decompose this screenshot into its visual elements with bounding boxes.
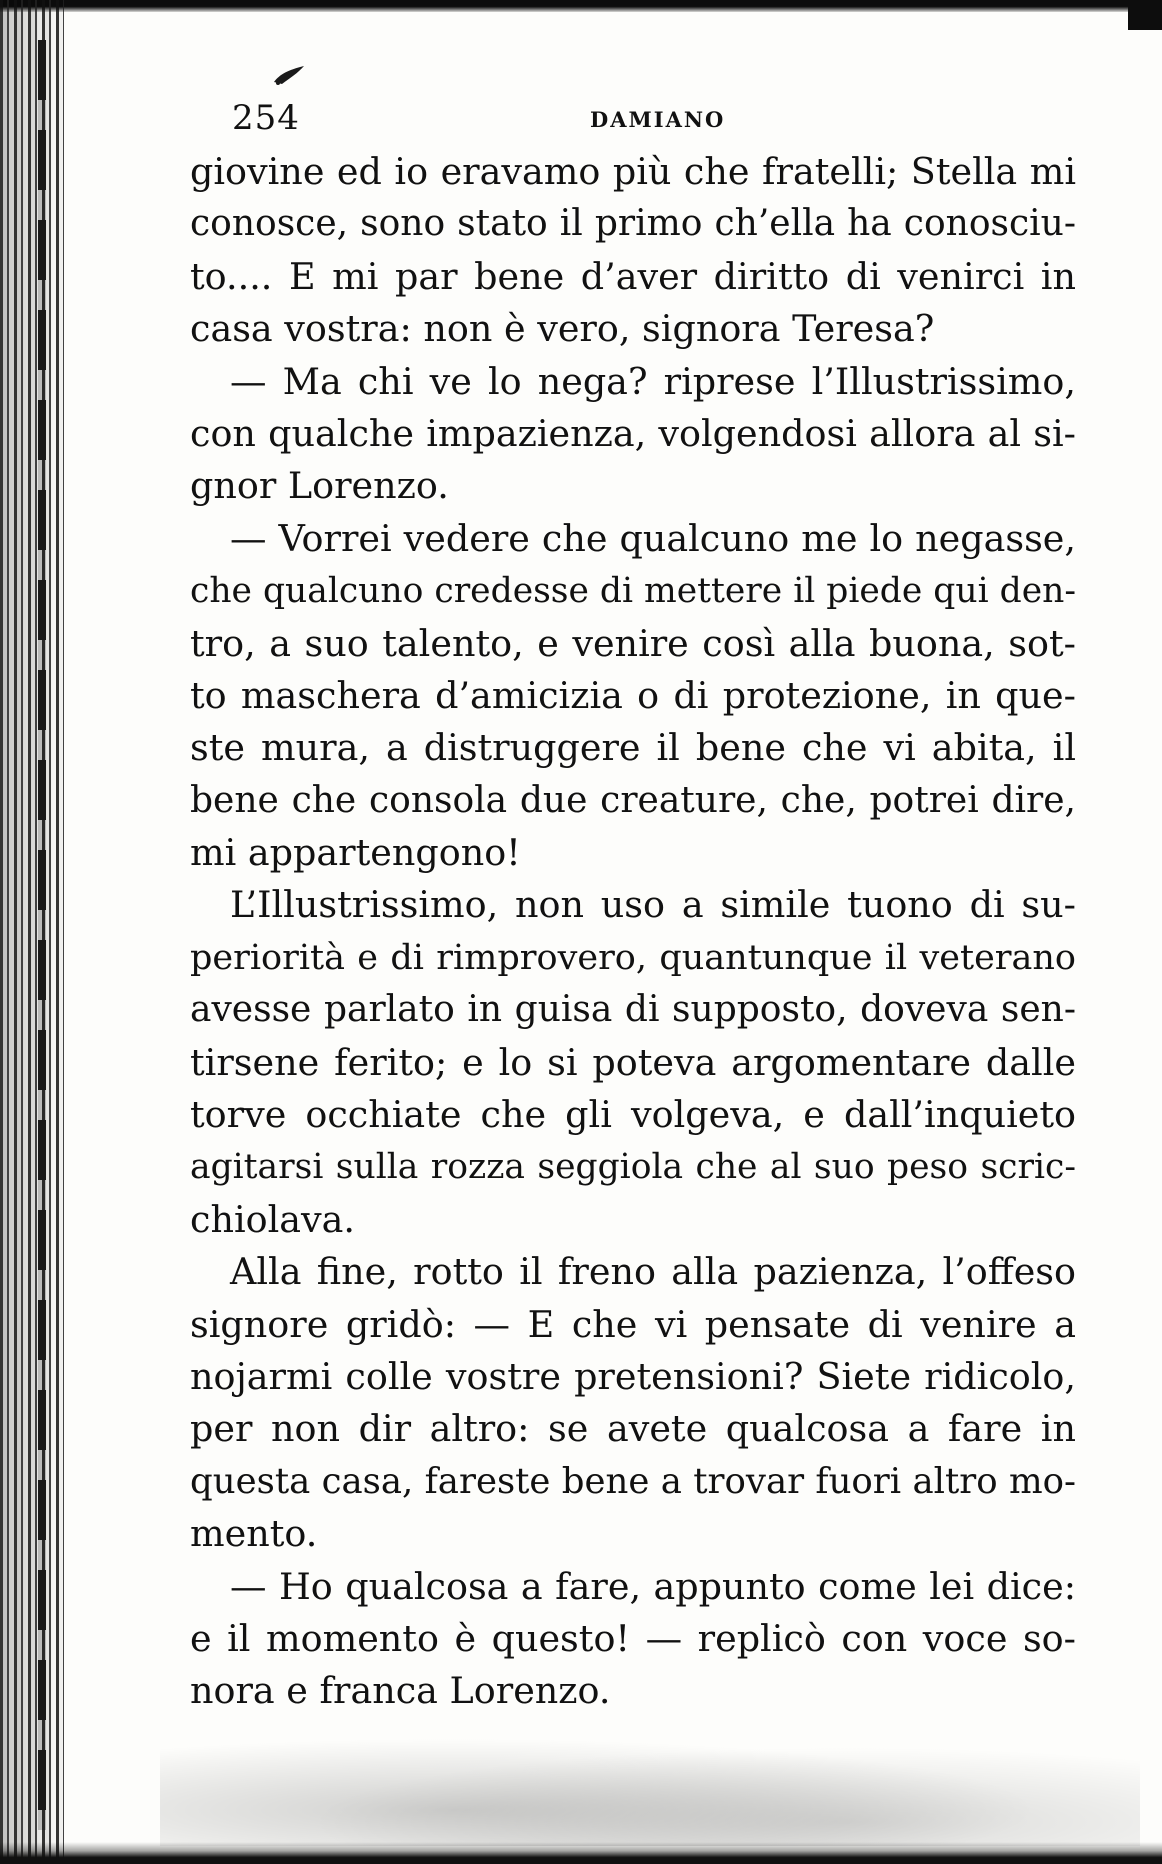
text-line: — Vorrei vedere che qualcuno me lo negasse, bbox=[230, 516, 1076, 560]
body-text bbox=[190, 146, 1076, 1718]
text-line: signore gridò: — E che vi pensate di venire a bbox=[190, 1302, 1076, 1346]
page-number: 254 bbox=[232, 98, 300, 138]
paper-stain bbox=[160, 1726, 1140, 1846]
text-line: mi appartengono! bbox=[190, 831, 521, 875]
text-line: casa vostra: non è vero, signora Teresa? bbox=[190, 307, 935, 351]
text-line: ste mura, a distruggere il bene che vi abita, il bbox=[190, 726, 1076, 770]
ink-blot-icon bbox=[272, 64, 306, 86]
scan-border-top bbox=[0, 0, 1162, 12]
text-line: gnor Lorenzo. bbox=[190, 464, 449, 508]
text-line: nora e franca Lorenzo. bbox=[190, 1669, 611, 1713]
text-line: — Ma chi ve lo nega? riprese l’Illustrissimo, bbox=[230, 359, 1076, 403]
text-line: che qualcuno credesse di mettere il piede qui den- bbox=[190, 571, 1076, 612]
text-line: avesse parlato in guisa di supposto, doveva sen- bbox=[190, 989, 1076, 1031]
text-line: tro, a suo talento, e venire così alla buona, sot- bbox=[190, 621, 1076, 665]
text-line: e il momento è questo! — replicò con voce so- bbox=[190, 1616, 1076, 1660]
text-line: chiolava. bbox=[190, 1197, 356, 1241]
text-line: questa casa, fareste bene a trovar fuori altro mo- bbox=[190, 1460, 1076, 1502]
scan-binding-shadow bbox=[38, 40, 46, 1830]
scan-binding-edge bbox=[0, 0, 64, 1864]
text-line: L’Illustrissimo, non uso a simile tuono di su- bbox=[230, 883, 1076, 927]
text-line: con qualche impazienza, volgendosi allora al si- bbox=[190, 411, 1076, 455]
text-line: conosce, sono stato il primo ch’ella ha conosciu- bbox=[190, 203, 1076, 245]
scan-corner-shadow bbox=[1128, 0, 1162, 30]
text-line: Alla fine, rotto il freno alla pazienza, l’offeso bbox=[230, 1250, 1076, 1294]
page-header bbox=[232, 96, 932, 146]
text-line: torve occhiate che gli volgeva, e dall’inquieto bbox=[190, 1093, 1076, 1137]
running-head: DAMIANO bbox=[590, 107, 726, 132]
text-line: — Ho qualcosa a fare, appunto come lei dice: bbox=[230, 1564, 1076, 1608]
text-line: to.... E mi par bene d’aver diritto di venirci in bbox=[190, 254, 1076, 298]
text-line: to maschera d’amicizia o di protezione, in que- bbox=[190, 673, 1076, 717]
scan-border-bottom bbox=[0, 1842, 1162, 1864]
text-line: periorità e di rimprovero, quantunque il veterano bbox=[190, 937, 1076, 978]
text-line: mento. bbox=[190, 1512, 318, 1556]
text-line: per non dir altro: se avete qualcosa a fare in bbox=[190, 1407, 1076, 1451]
text-line: bene che consola due creature, che, potrei dire, bbox=[190, 779, 1076, 821]
text-line: agitarsi sulla rozza seggiola che al suo peso scric- bbox=[190, 1147, 1076, 1188]
text-line: tirsene ferito; e lo si poteva argomentare dalle bbox=[190, 1040, 1076, 1084]
text-line: nojarmi colle vostre pretensioni? Siete ridicolo, bbox=[190, 1354, 1076, 1398]
text-line: giovine ed io eravamo più che fratelli; Stella mi bbox=[190, 150, 1076, 193]
